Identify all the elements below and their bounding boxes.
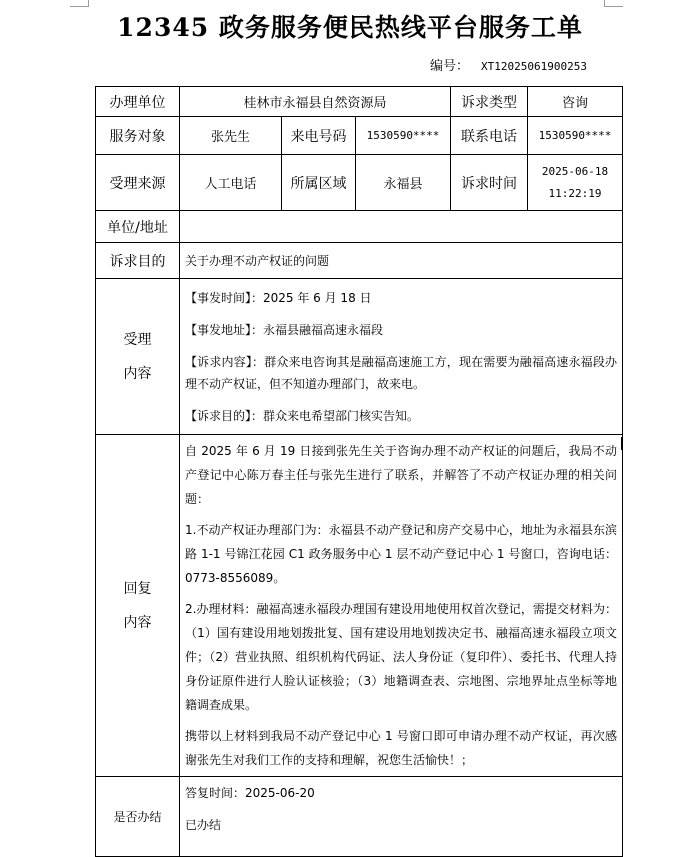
content-line: 【事发时间】：2025 年 6 月 18 日 (185, 290, 372, 305)
done-label: 是否办结 (96, 777, 180, 857)
area-label: 所属区域 (282, 155, 356, 211)
content-label-line1: 受理 (123, 331, 152, 348)
reply-time: 答复时间：2025-06-20 (185, 786, 315, 800)
unit-value: 桂林市永福县自然资源局 (180, 87, 451, 117)
done-status: 已办结 (185, 818, 222, 832)
source-label: 受理来源 (96, 155, 180, 211)
reply-label-line2: 内容 (123, 614, 152, 631)
row-done (96, 777, 623, 857)
purpose-label: 诉求目的 (96, 243, 180, 279)
contact-label: 联系电话 (451, 117, 528, 155)
address-label: 单位/地址 (96, 211, 180, 243)
reply-paragraph: 自 2025 年 6 月 19 日接到张先生关于咨询办理不动产权证的问题后，我局不动产登记中心陈万春主任与张先生进行了联系，并解答了不动产权证办理的相关问题： (185, 444, 618, 506)
target-value: 张先生 (180, 117, 282, 155)
type-label: 诉求类型 (451, 87, 528, 117)
caller-value: 1530590**** (356, 117, 451, 155)
time-value (528, 155, 623, 211)
reply-label (96, 435, 180, 777)
content-text (180, 279, 623, 435)
row-unit (96, 87, 623, 117)
done-content (180, 777, 623, 857)
work-order-table (95, 86, 623, 857)
time-clock: 11:22:19 (548, 186, 602, 200)
page-corner-mark-right (604, 0, 623, 7)
purpose-value: 关于办理不动产权证的问题 (180, 243, 623, 279)
content-line: 【事发地址】：永福县融福高速永福段 (185, 322, 384, 337)
reply-label-line1: 回复 (123, 580, 152, 597)
ticket-number-value: XT12025061900253 (481, 60, 587, 73)
row-source (96, 155, 623, 211)
content-label (96, 279, 180, 435)
unit-label: 办理单位 (96, 87, 180, 117)
target-label: 服务对象 (96, 117, 180, 155)
reply-text (180, 435, 623, 777)
reply-paragraph: 2.办理材料：融福高速永福段办理国有建设用地使用权首次登记，需提交材料为：（1）国有建设用地划拨批复、国有建设用地划拨决定书、融福高速永福段立项文件；（2）营业执照、组织机构代码证、法人身份证（复印件）、委托书、代理人持身份证原件进行人脸认证核验；（3）地籍调查表、宗地图、宗地界址点坐标等地籍调查成果。 (185, 602, 618, 712)
row-content (96, 279, 623, 435)
content-line: 【诉求内容】：群众来电咨询其是融福高速施工方，现在需要为融福高速永福段办理不动产权证，但不知道办理部门，故来电。 (185, 354, 618, 391)
caller-label: 来电号码 (282, 117, 356, 155)
source-value: 人工电话 (180, 155, 282, 211)
row-target (96, 117, 623, 155)
text-cursor (621, 437, 623, 450)
page-corner-mark-left (70, 0, 89, 7)
row-address (96, 211, 623, 243)
type-value: 咨询 (528, 87, 623, 117)
content-line: 【诉求目的】：群众来电希望部门核实告知。 (185, 408, 420, 423)
document-title: 12345 政务服务便民热线平台服务工单 (117, 13, 583, 42)
time-date: 2025-06-18 (541, 164, 609, 178)
contact-value: 1530590**** (528, 117, 623, 155)
reply-paragraph: 携带以上材料到我局不动产登记中心 1 号窗口即可申请办理不动产权证，再次感谢张先生对我们工作的支持和理解，祝您生活愉快！； (185, 729, 618, 767)
row-purpose (96, 243, 623, 279)
area-value: 永福县 (356, 155, 451, 211)
content-label-line2: 内容 (123, 365, 152, 382)
row-reply (96, 435, 623, 777)
address-value (180, 211, 623, 243)
ticket-number-label: 编号： (430, 59, 470, 74)
ticket-number (430, 55, 587, 74)
time-label: 诉求时间 (451, 155, 528, 211)
reply-paragraph: 1.不动产权证办理部门为：永福县不动产登记和房产交易中心，地址为永福县东滨路 1-1 号锦江花园 C1 政务服务中心 1 层不动产登记中心 1 号窗口，咨询电话：0773-8556089。 (185, 523, 618, 585)
